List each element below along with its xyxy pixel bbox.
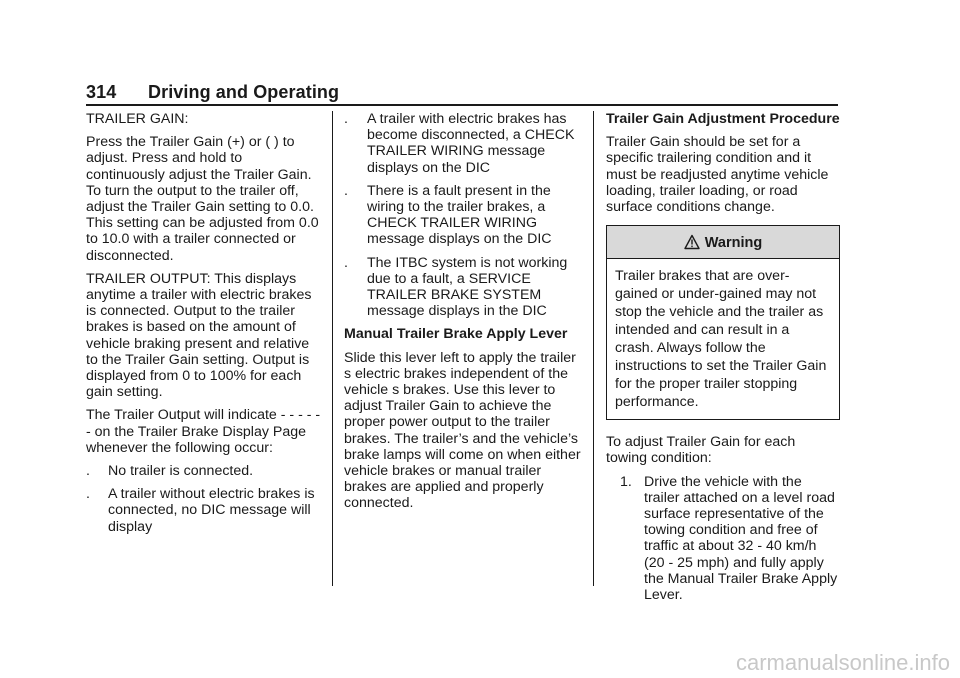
manual-lever-paragraph: Slide this lever left to apply the trailer s electric brakes independent of the vehicle s brakes. Use this lever to adjust Trailer Gain to achieve the proper power output to the trailer brakes. The trailer’s and the vehicle’s brake lamps will come on when either vehicle brakes or manual trailer brakes are applied and properly connected.	[344, 349, 581, 512]
column-3	[606, 111, 840, 610]
column-divider-1	[332, 111, 333, 586]
warning-icon	[684, 234, 700, 250]
page-number: 314	[86, 82, 117, 102]
trailer-output-paragraph: TRAILER OUTPUT: This displays anytime a trailer with electric brakes is connected. Output to the trailer brakes is based on the amount of vehicle braking present and relative to the Trailer Gain setting. Output is displayed from 0 to 100% for each gain setting.	[86, 270, 312, 401]
trailer-gain-paragraph: Press the Trailer Gain (+) or ( ) to adjust. Press and hold to continuously adjust the Trailer Gain. To turn the output to the trailer off, adjust the Trailer Gain setting to 0.0. This setting can be adjusted from 0.0 to 10.0 with a trailer connected or disconnected.	[86, 134, 319, 264]
page-header	[86, 82, 339, 103]
watermark: carmanualsonline.info	[735, 650, 950, 675]
warning-title: Warning	[704, 235, 763, 252]
gain-procedure-heading: Trailer Gain Adjustment Procedure	[606, 111, 840, 127]
trailer-gain-label: TRAILER GAIN:	[86, 111, 189, 127]
bullet-text: There is a fault present in the wiring to the trailer brakes, a CHECK TRAILER WIRING message displays on the DIC	[367, 182, 552, 248]
bullet-marker: .	[86, 463, 90, 480]
warning-box	[606, 225, 840, 420]
gain-procedure-paragraph: Trailer Gain should be set for a specific trailering condition and it must be readjusted anytime vehicle loading, trailer loading, or road surface conditions change.	[606, 134, 829, 216]
bullet-marker: .	[344, 254, 348, 271]
column-divider-2	[593, 111, 594, 586]
step-text: Drive the vehicle with the trailer attached on a level road surface representative of the towing condition and free of traffic at about 32 - 40 km/h (20 - 25 mph) and fully apply the Manual Trailer Brake Apply Lever.	[644, 473, 838, 604]
bullet-marker: .	[86, 486, 90, 503]
bullet-text: A trailer with electric brakes has become disconnected, a CHECK TRAILER WIRING message displays on the DIC	[367, 111, 575, 176]
bullet-text: A trailer without electric brakes is connected, no DIC message will display	[108, 486, 315, 535]
bullet-marker: .	[344, 182, 348, 199]
manual-lever-heading: Manual Trailer Brake Apply Lever	[344, 326, 568, 343]
trailer-output-indicate-paragraph: The Trailer Output will indicate - - - - - - on the Trailer Brake Display Page whenever the following occur:	[86, 407, 321, 456]
list-item	[344, 255, 582, 320]
list-item	[86, 463, 324, 479]
bullet-text: The ITBC system is not working due to a fault, a SERVICE TRAILER BRAKE SYSTEM message displays in the DIC	[367, 254, 568, 320]
column-2	[344, 111, 582, 519]
list-item	[620, 474, 840, 604]
warning-body: Trailer brakes that are over-gained or under-gained may not stop the vehicle and the trailer as intended and can result in a crash. Always follow the instructions to set the Trailer Gain for the proper trailer stopping performance.	[615, 268, 827, 411]
column-1	[86, 111, 324, 542]
list-item	[86, 486, 324, 535]
adjust-intro-paragraph: To adjust Trailer Gain for each towing condition:	[606, 434, 796, 467]
warning-title-bar	[607, 226, 839, 259]
bullet-text: No trailer is connected.	[108, 463, 254, 480]
list-item	[344, 111, 582, 176]
bullet-marker: .	[344, 111, 348, 127]
step-number: 1.	[620, 473, 632, 490]
list-item	[344, 183, 582, 248]
section-title: Driving and Operating	[148, 82, 340, 102]
header-rule	[86, 104, 838, 106]
